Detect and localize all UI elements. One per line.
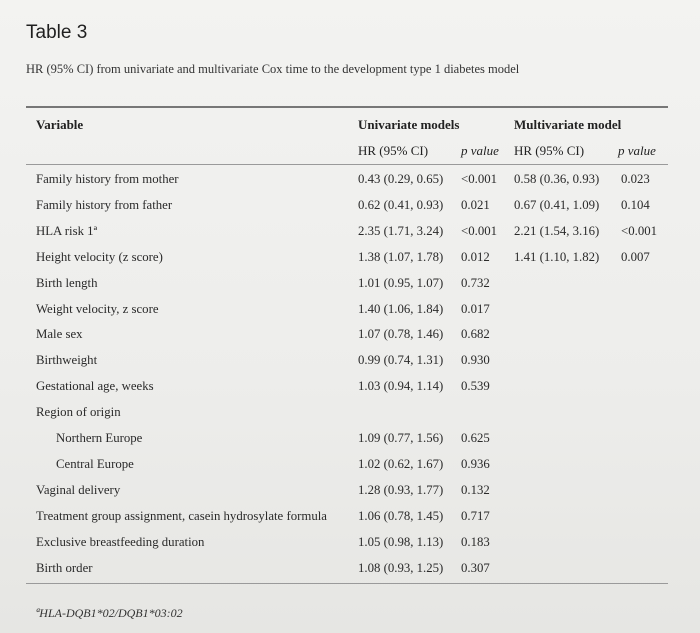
cell-variable: Exclusive breastfeeding duration bbox=[36, 534, 205, 549]
table-row bbox=[0, 509, 700, 531]
cell-univariate-p: 0.717 bbox=[461, 508, 490, 523]
cell-variable: Northern Europe bbox=[56, 431, 143, 445]
table-footnote: ªHLA-DQB1*02/DQB1*03:02 bbox=[36, 606, 183, 620]
cell-univariate-p: 0.017 bbox=[461, 301, 490, 316]
cell-univariate-hr: 1.02 (0.62, 1.67) bbox=[358, 456, 444, 471]
cell-variable: Vaginal delivery bbox=[36, 482, 121, 497]
cell-variable: Height velocity (z score) bbox=[36, 249, 163, 264]
cell-univariate-p: 0.539 bbox=[461, 379, 490, 394]
table-row bbox=[0, 457, 700, 479]
cell-univariate-hr: 1.28 (0.93, 1.77) bbox=[358, 482, 444, 497]
cell-univariate-p: 0.021 bbox=[461, 197, 490, 212]
table-row bbox=[0, 405, 700, 427]
cell-multivariate-hr: 0.67 (0.41, 1.09) bbox=[514, 197, 600, 212]
cell-univariate-hr: 1.38 (1.07, 1.78) bbox=[358, 249, 444, 264]
cell-multivariate-hr: 1.41 (1.10, 1.82) bbox=[514, 249, 600, 264]
cell-multivariate-p: 0.023 bbox=[621, 172, 650, 186]
bottom-rule bbox=[26, 583, 668, 584]
cell-variable: Gestational age, weeks bbox=[36, 379, 154, 394]
cell-univariate-hr: 1.03 (0.94, 1.14) bbox=[358, 379, 444, 394]
cell-univariate-p: 0.183 bbox=[461, 534, 490, 549]
table-row bbox=[0, 276, 700, 298]
cell-univariate-p: 0.307 bbox=[461, 560, 490, 575]
table-row bbox=[0, 535, 700, 557]
header-variable: Variable bbox=[36, 117, 84, 132]
cell-univariate-hr: 1.08 (0.93, 1.25) bbox=[358, 560, 444, 575]
cell-multivariate-p: 0.104 bbox=[621, 197, 650, 212]
table-row bbox=[0, 483, 700, 505]
cell-variable: Birthweight bbox=[36, 353, 98, 368]
cell-univariate-hr: 2.35 (1.71, 3.24) bbox=[358, 223, 444, 238]
table-row bbox=[0, 172, 700, 194]
subheader-p-multivariate: p value bbox=[618, 143, 656, 158]
table-row bbox=[0, 198, 700, 220]
header-univariate: Univariate models bbox=[358, 117, 460, 132]
cell-variable: Weight velocity, z score bbox=[36, 301, 159, 316]
subheader-p-univariate: p value bbox=[461, 143, 499, 158]
cell-univariate-p: 0.732 bbox=[461, 275, 490, 290]
cell-univariate-p: 0.936 bbox=[461, 456, 490, 471]
table-row bbox=[0, 302, 700, 324]
cell-univariate-hr: 0.43 (0.29, 0.65) bbox=[358, 172, 444, 186]
cell-variable: Birth length bbox=[36, 275, 98, 290]
cell-variable: Family history from mother bbox=[36, 172, 179, 186]
table-row bbox=[0, 561, 700, 583]
cell-univariate-hr: 1.01 (0.95, 1.07) bbox=[358, 275, 444, 290]
cell-univariate-hr: 0.62 (0.41, 0.93) bbox=[358, 197, 444, 212]
cell-univariate-hr: 1.05 (0.98, 1.13) bbox=[358, 534, 444, 549]
cell-univariate-p: 0.625 bbox=[461, 431, 490, 445]
cell-variable: Birth order bbox=[36, 560, 93, 575]
table-row bbox=[0, 250, 700, 272]
cell-univariate-hr: 1.07 (0.78, 1.46) bbox=[358, 327, 444, 342]
cell-univariate-p: 0.682 bbox=[461, 327, 490, 342]
header-multivariate: Multivariate model bbox=[514, 117, 622, 132]
header-rule bbox=[26, 164, 668, 165]
table-row bbox=[0, 431, 700, 453]
table-row bbox=[0, 353, 700, 375]
subheader-hr-ci-multivariate: HR (95% CI) bbox=[514, 143, 585, 158]
table-row bbox=[0, 379, 700, 401]
cell-univariate-p: <0.001 bbox=[461, 172, 498, 186]
cell-variable: Male sex bbox=[36, 327, 83, 342]
table-row bbox=[0, 224, 700, 246]
cell-variable: HLA risk 1ª bbox=[36, 223, 98, 238]
cell-univariate-hr: 0.99 (0.74, 1.31) bbox=[358, 353, 444, 368]
cell-multivariate-p: 0.007 bbox=[621, 249, 650, 264]
table-title: Table 3 bbox=[26, 22, 88, 43]
cell-variable: Region of origin bbox=[36, 405, 121, 420]
top-rule bbox=[26, 106, 668, 108]
cell-multivariate-hr: 0.58 (0.36, 0.93) bbox=[514, 172, 600, 186]
cell-variable: Central Europe bbox=[56, 456, 134, 471]
cell-variable: Treatment group assignment, casein hydrosylate formula bbox=[36, 508, 327, 523]
table-caption: HR (95% CI) from univariate and multivariate Cox time to the development type 1 diabetes model bbox=[26, 62, 520, 76]
cell-multivariate-hr: 2.21 (1.54, 3.16) bbox=[514, 223, 600, 238]
cell-variable: Family history from father bbox=[36, 197, 173, 212]
cell-univariate-p: <0.001 bbox=[461, 223, 498, 238]
cell-univariate-hr: 1.40 (1.06, 1.84) bbox=[358, 301, 444, 316]
cell-univariate-p: 0.012 bbox=[461, 249, 490, 264]
cell-univariate-hr: 1.09 (0.77, 1.56) bbox=[358, 431, 444, 445]
cell-univariate-hr: 1.06 (0.78, 1.45) bbox=[358, 508, 444, 523]
subheader-hr-ci-univariate: HR (95% CI) bbox=[358, 143, 429, 158]
cell-univariate-p: 0.132 bbox=[461, 482, 490, 497]
cell-multivariate-p: <0.001 bbox=[621, 223, 658, 238]
cell-univariate-p: 0.930 bbox=[461, 353, 490, 368]
table-row bbox=[0, 327, 700, 349]
